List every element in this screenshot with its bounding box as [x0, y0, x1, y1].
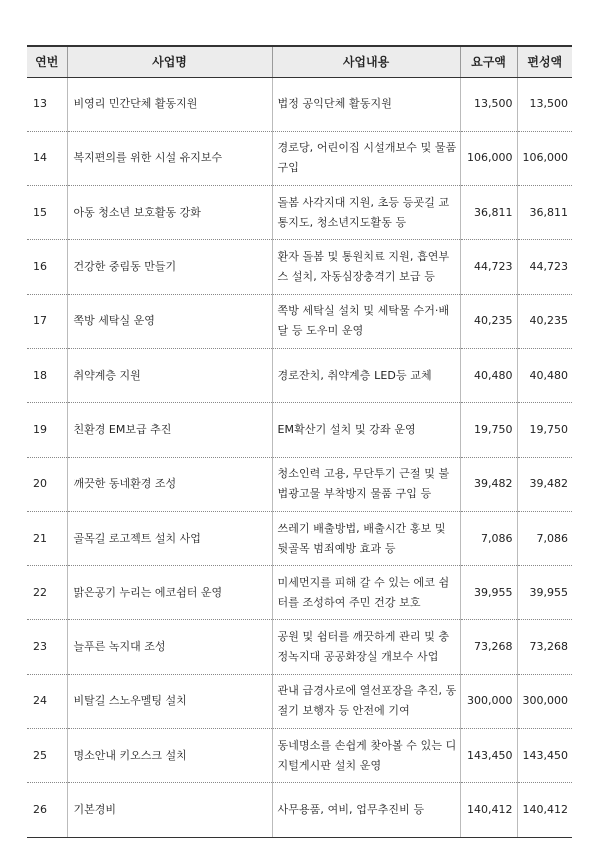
row-number: 22: [27, 566, 67, 620]
project-name: 취약계층 지원: [67, 348, 272, 402]
requested-amount: 73,268: [460, 620, 517, 674]
table-row: [27, 783, 572, 837]
project-description: EM확산기 설치 및 강좌 운영: [272, 403, 460, 457]
final-amount: 40,235: [517, 294, 572, 348]
final-amount: 40,480: [517, 348, 572, 402]
table-row: [27, 457, 572, 511]
table-row: [27, 729, 572, 783]
table-row: [27, 240, 572, 294]
row-number: 25: [27, 729, 67, 783]
header-no: 연번: [27, 46, 67, 77]
final-amount: 13,500: [517, 77, 572, 131]
table-row: [27, 511, 572, 565]
table-row: [27, 186, 572, 240]
requested-amount: 39,955: [460, 566, 517, 620]
project-name: 늘푸른 녹지대 조성: [67, 620, 272, 674]
table-row: [27, 131, 572, 185]
row-number: 26: [27, 783, 67, 837]
project-name: 기본경비: [67, 783, 272, 837]
final-amount: 106,000: [517, 131, 572, 185]
requested-amount: 300,000: [460, 674, 517, 728]
project-name: 건강한 중림동 만들기: [67, 240, 272, 294]
final-amount: 19,750: [517, 403, 572, 457]
requested-amount: 140,412: [460, 783, 517, 837]
project-description: 사무용품, 여비, 업무추진비 등: [272, 783, 460, 837]
project-description: 법정 공익단체 활동지원: [272, 77, 460, 131]
final-amount: 143,450: [517, 729, 572, 783]
header-final: 편성액: [517, 46, 572, 77]
project-name: 비영리 민간단체 활동지원: [67, 77, 272, 131]
header-name: 사업명: [67, 46, 272, 77]
project-description: 쪽방 세탁실 설치 및 세탁물 수거·배달 등 도우미 운영: [272, 294, 460, 348]
project-description: 돌봄 사각지대 지원, 초등 등굣길 교통지도, 청소년지도활동 등: [272, 186, 460, 240]
project-description: 미세먼지를 피해 갈 수 있는 에코 쉼터를 조성하여 주민 건강 보호: [272, 566, 460, 620]
project-description: 공원 및 쉼터를 깨끗하게 관리 및 충정녹지대 공공화장실 개보수 사업: [272, 620, 460, 674]
project-description: 관내 급경사로에 열선포장을 추진, 동절기 보행자 등 안전에 기여: [272, 674, 460, 728]
project-description: 경로잔치, 취약계층 LED등 교체: [272, 348, 460, 402]
row-number: 17: [27, 294, 67, 348]
header-request: 요구액: [460, 46, 517, 77]
requested-amount: 36,811: [460, 186, 517, 240]
table-row: [27, 403, 572, 457]
row-number: 24: [27, 674, 67, 728]
requested-amount: 143,450: [460, 729, 517, 783]
final-amount: 39,482: [517, 457, 572, 511]
project-name: 쪽방 세탁실 운영: [67, 294, 272, 348]
budget-table: [27, 45, 572, 838]
requested-amount: 40,480: [460, 348, 517, 402]
row-number: 21: [27, 511, 67, 565]
project-name: 비탈길 스노우멜팅 설치: [67, 674, 272, 728]
row-number: 18: [27, 348, 67, 402]
final-amount: 140,412: [517, 783, 572, 837]
project-name: 복지편의를 위한 시설 유지보수: [67, 131, 272, 185]
row-number: 15: [27, 186, 67, 240]
final-amount: 73,268: [517, 620, 572, 674]
requested-amount: 39,482: [460, 457, 517, 511]
project-description: 쓰레기 배출방법, 배출시간 홍보 및 뒷골목 범죄예방 효과 등: [272, 511, 460, 565]
final-amount: 36,811: [517, 186, 572, 240]
header-row: [27, 46, 572, 77]
project-description: 청소인력 고용, 무단투기 근절 및 불법광고물 부착방지 물품 구입 등: [272, 457, 460, 511]
table-row: [27, 566, 572, 620]
requested-amount: 13,500: [460, 77, 517, 131]
row-number: 20: [27, 457, 67, 511]
project-name: 아동 청소년 보호활동 강화: [67, 186, 272, 240]
project-description: 경로당, 어린이집 시설개보수 및 물품구입: [272, 131, 460, 185]
table-row: [27, 294, 572, 348]
project-name: 명소안내 키오스크 설치: [67, 729, 272, 783]
project-name: 깨끗한 동네환경 조성: [67, 457, 272, 511]
requested-amount: 44,723: [460, 240, 517, 294]
header-desc: 사업내용: [272, 46, 460, 77]
final-amount: 7,086: [517, 511, 572, 565]
row-number: 16: [27, 240, 67, 294]
requested-amount: 19,750: [460, 403, 517, 457]
project-name: 맑은공기 누리는 에코쉼터 운영: [67, 566, 272, 620]
table-row: [27, 620, 572, 674]
row-number: 19: [27, 403, 67, 457]
project-name: 골목길 로고젝트 설치 사업: [67, 511, 272, 565]
row-number: 13: [27, 77, 67, 131]
table-header: [27, 46, 572, 77]
requested-amount: 40,235: [460, 294, 517, 348]
table-row: [27, 77, 572, 131]
table-body: [27, 77, 572, 837]
project-description: 환자 돌봄 및 통원치료 지원, 흡연부스 설치, 자동심장충격기 보급 등: [272, 240, 460, 294]
final-amount: 44,723: [517, 240, 572, 294]
final-amount: 300,000: [517, 674, 572, 728]
row-number: 23: [27, 620, 67, 674]
project-description: 동네명소를 손쉽게 찾아볼 수 있는 디지털게시판 설치 운영: [272, 729, 460, 783]
table-row: [27, 348, 572, 402]
table-row: [27, 674, 572, 728]
requested-amount: 7,086: [460, 511, 517, 565]
requested-amount: 106,000: [460, 131, 517, 185]
project-name: 친환경 EM보급 추진: [67, 403, 272, 457]
final-amount: 39,955: [517, 566, 572, 620]
row-number: 14: [27, 131, 67, 185]
